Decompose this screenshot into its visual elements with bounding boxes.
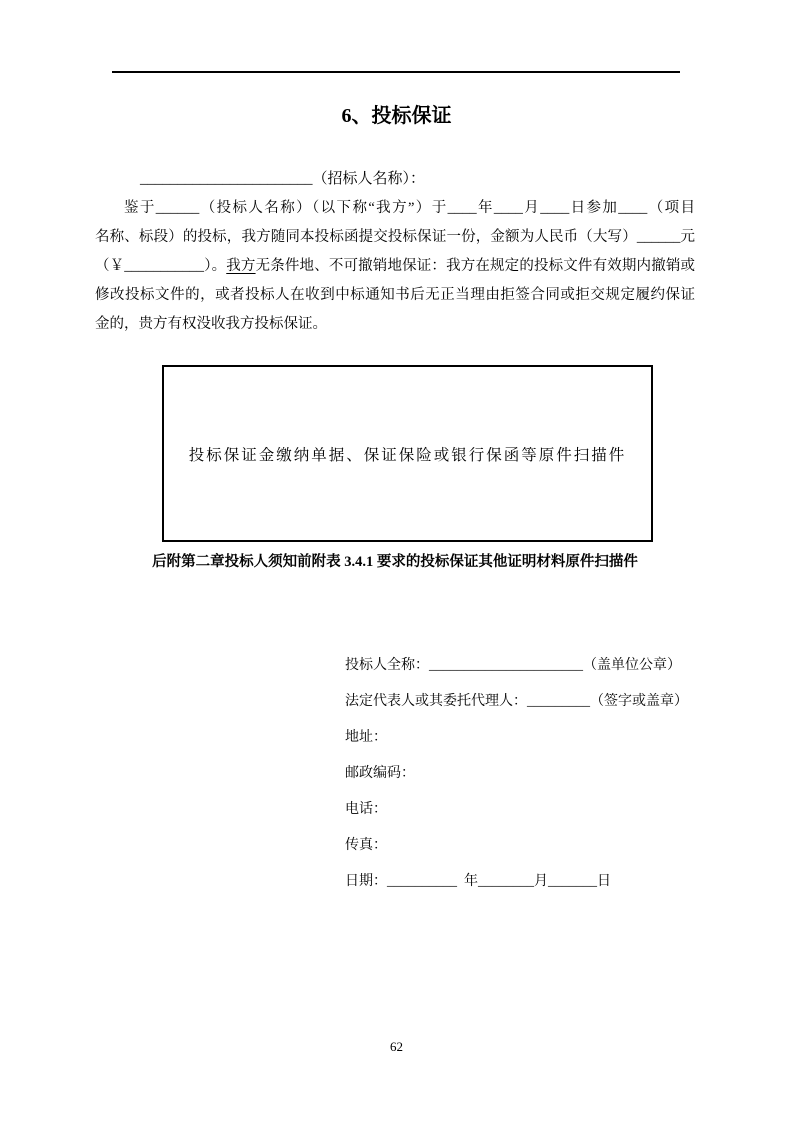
scan-placeholder-box [162,365,653,542]
page-number: 62 [390,1039,403,1054]
header-rule [112,71,680,73]
paragraph-line: 金的，贵方有权没收我方投标保证。 [95,316,327,332]
form-line-address: 地址： [345,730,387,745]
paragraph-line: （￥___________）。我方无条件地、不可撤销地保证：我方在规定的投标文件有效期内撤销或 [95,258,696,274]
addressee-line: _______________________（招标人名称）： [140,171,426,187]
attachment-note: 后附第二章投标人须知前附表 3.4.1 要求的投标保证其他证明材料原件扫描件 [152,554,638,570]
paragraph-line: 名称、标段）的投标，我方随同本投标函提交投标保证一份，金额为人民币（大写）______元 [95,229,695,245]
guarantee-paragraph [95,194,695,339]
signature-form [345,648,688,900]
form-line-fax: 传真： [345,838,387,853]
scan-box-label: 投标保证金缴纳单据、保证保险或银行保函等原件扫描件 [188,446,627,464]
form-line-legal-representative: 法定代表人或其委托代理人：_________（签字或盖章） [345,694,688,709]
form-line-phone: 电话： [345,802,387,817]
paragraph-line: 鉴于______（投标人名称）（以下称“我方”）于____年____月____日参加____（项目 [124,200,695,216]
paragraph-line: 修改投标文件的，或者投标人在收到中标通知书后无正当理由拒签合同或拒交规定履约保证 [95,287,695,303]
section-title: 6、投标保证 [341,105,452,127]
form-line-date: 日期：__________ 年________月_______日 [345,874,611,889]
form-line-bidder-name: 投标人全称：______________________（盖单位公章） [345,658,681,673]
form-line-postal-code: 邮政编码： [345,766,415,781]
